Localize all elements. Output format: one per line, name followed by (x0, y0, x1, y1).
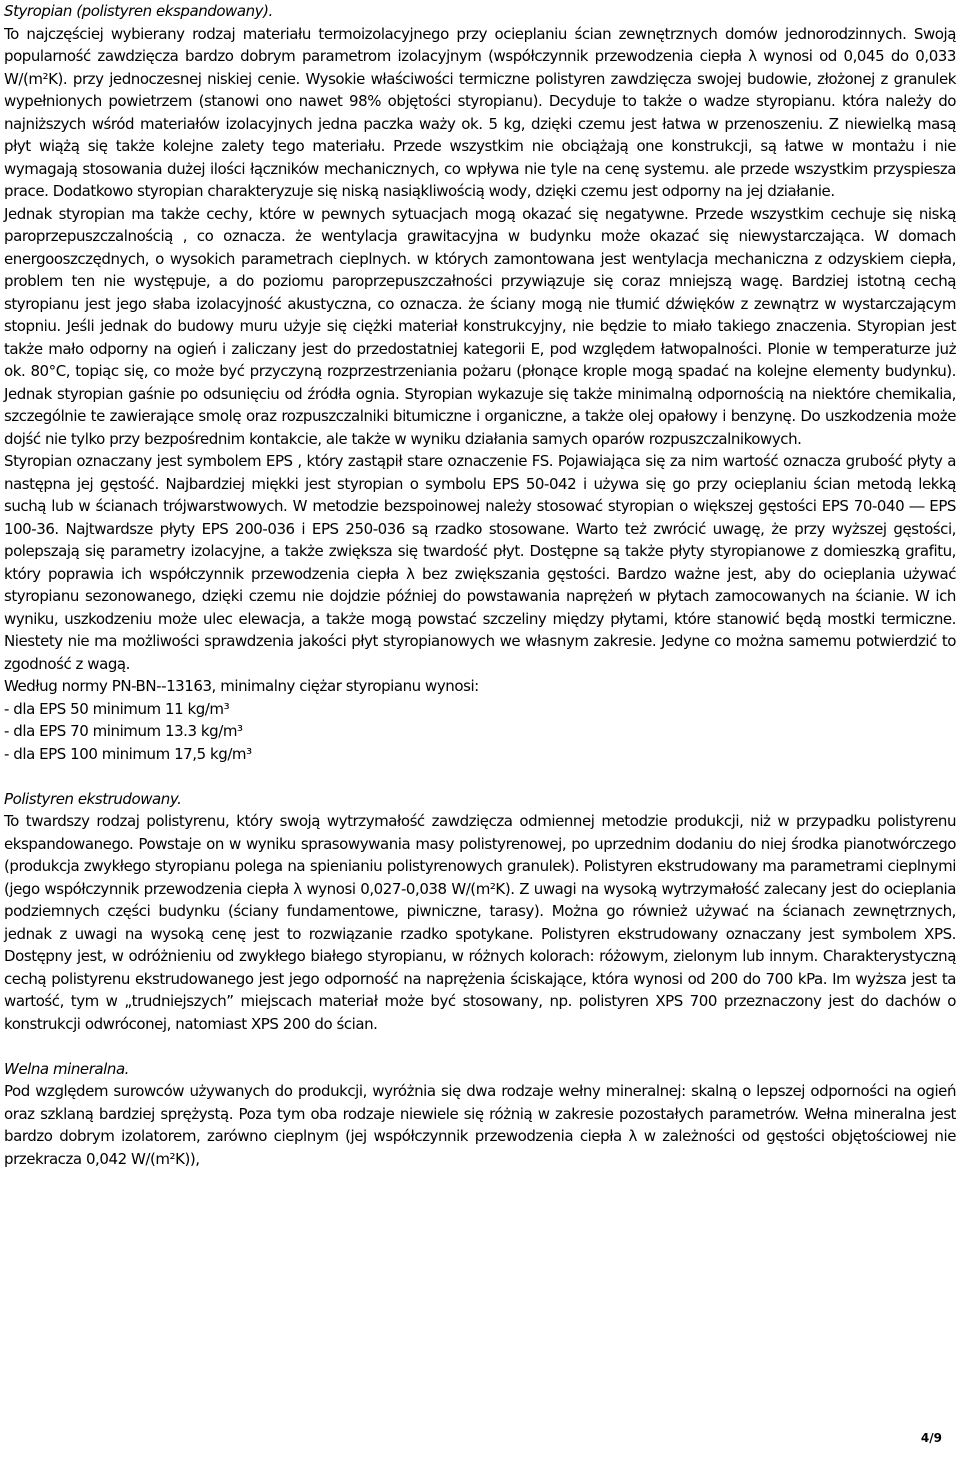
norm-intro: Według normy PN-BN--13163, minimalny ciężar styropianu wynosi: (4, 677, 479, 695)
paragraph: To twardszy rodzaj polistyrenu, który swoją wytrzymałość zawdzięcza odmiennej metodzie produkcji, niż w przypadku polistyrenu ekspandowanego. Powstaje on w wyniku sprasowywania masy polistyrenowej, po uprzednim dodaniu do niej środka pianotwórczego (produkcja zwykłego styropianu polega na spienianiu polistyrenowych granulek). Polistyren ekstrudowany ma parametrami cieplnymi (jego współczynnik przewodzenia ciepła λ wynosi 0,027-0,038 W/(m²K). Z uwagi na wysoką wytrzymałość zalecany jest do ocieplania podziemnych części budynku (ściany fundamentowe, piwniczne, tarasy). Można go również używać na ścianach zewnętrznych, jednak z uwagi na wysoką cenę jest to rozwiązanie rzadko spotykane. Polistyren ekstrudowany oznaczany jest symbolem XPS. Dostępny jest, w odróżnieniu od zwykłego białego styropianu, w różnych kolorach: różowym, zielonym lub innym. Charakterystyczną cechą polistyrenu ekstrudowanego jest jego odporność na naprężenia ściskające, która wynosi od 200 do 700 kPa. Im wyższa jest ta wartość, tym w „trudniejszych” miejscach materiał może być stosowany, np. polistyren XPS 700 przeznaczony jest do dachów o konstrukcji odwróconej, natomiast XPS 200 do ścian. (4, 812, 956, 1033)
norm-item: - dla EPS 70 minimum 13.3 kg/m³ (4, 722, 243, 740)
section-heading: Polistyren ekstrudowany. (4, 789, 182, 808)
section-polistyren-ekstrudowany (4, 788, 956, 1036)
paragraph: To najczęściej wybierany rodzaj materiału termoizolacyjnego przy ocieplaniu ścian zewnętrznych domów jednorodzinnych. Swoją popularność zawdzięcza bardzo dobrym parametrom izolacyjnym (współczynnik przewodzenia ciepła λ wynosi od 0,045 do 0,033 W/(m²K). przy jednoczesnej niskiej cenie. Wysokie właściwości termiczne polistyren zawdzięcza swojej budowie, złożonej z granulek wypełnionych powietrzem (stanowi ono nawet 98% objętości styropianu). Decyduje to także o wadze styropianu. która należy do najniższych wśród materiałów izolacyjnych jedna paczka waży ok. 5 kg, dzięki czemu jest łatwa w przenoszeniu. Z niewielką masą płyt wiążą się także kolejne zalety tego materiału. Przede wszystkim nie obciążają one konstrukcji, są łatwe w montażu i nie wymagają stosowania dużej ilości łączników mechanicznych, co wpływa nie tyle na cenę systemu. ale przede wszystkim przyspiesza prace. Dodatkowo styropian charakteryzuje się niską nasiąkliwością wody, dzięki czemu jest odporny na jej działanie. (4, 24, 956, 200)
paragraph: Jednak styropian ma także cechy, które w pewnych sytuacjach mogą okazać się negatywne. Przede wszystkim cechuje się niską paroprzepuszczalnością , co oznacza. że wentylacja grawitacyjna w budynku może okazać się niewystarczająca. W domach energooszczędnych, o wysokich parametrach cieplnych. w których zamontowana jest wentylacja mechaniczna z odzyskiem ciepła, problem ten nie występuje, a do poziomu paroprzepuszczałności przywiązuje się coraz mniejszą wagę. Bardziej istotną cechą styropianu jest jego słaba izolacyjność akustyczna, co oznacza. że ściany mogą nie tłumić dźwięków z zewnątrz w wystarczającym stopniu. Jeśli jednak do budowy muru użyje się ciężki materiał konstrukcyjny, nie będzie to miało takiego znaczenia. Styropian jest także mało odporny na ogień i zaliczany jest do przedostatniej kategorii E, pod względem łatwopalności. Plonie w temperaturze już ok. 80°C, topiąc się, co może być przyczyną rozprzestrzeniania pożaru (płonące krople mogą spadać na kolejne elementy budynku). Jednak styropian gaśnie po odsunięciu od źródła ognia. Styropian wykazuje się także minimalną odpornością na niektóre chemikalia, szczególnie te zawierające smolę oraz rozpuszczalniki bitumiczne i organiczne, a także olej opałowy i benzynę. Do uszkodzenia może dojść nie tylko przy bezpośrednim kontakcie, ale także w wyniku działania samych oparów rozpuszczalnikowych. (4, 204, 956, 448)
section-gap (4, 765, 956, 788)
document-page (4, 0, 956, 1170)
section-heading: Welna mineralna. (4, 1059, 130, 1078)
section-gap (4, 1035, 956, 1058)
page-number: 4/9 (920, 1431, 942, 1445)
section-heading: Styropian (polistyren ekspandowany). (4, 2, 273, 20)
norm-item: - dla EPS 100 minimum 17,5 kg/m³ (4, 744, 252, 763)
section-welna-mineralna (4, 1058, 956, 1171)
paragraph: Styropian oznaczany jest symbolem EPS , który zastąpił stare oznaczenie FS. Pojawiająca się za nim wartość oznacza grubość płyty a następna jej gęstość. Najbardziej miękki jest styropian o symbolu EPS 50-042 i używa się go przy ocieplaniu ścian metodą lekką suchą lub w ścianach trójwarstwowych. W metodzie bezspoinowej należy stosować styropian o większej gęstości EPS 70-040 ― EPS 100-36. Najtwardsze płyty EPS 200-036 i EPS 250-036 są rzadko stosowane. Warto też zwrócić uwagę, że przy wyższej gęstości, polepszają się parametry izolacyjne, a także zwiększa się twardość płyt. Dostępne są także płyty styropianowe z domieszką grafitu, który poprawia ich współczynnik przewodzenia ciepła λ bez zwiększania gęstości. Bardzo ważne jest, aby do ocieplania używać styropianu sezonowanego, dzięki czemu nie dojdzie później do powstawania naprężeń w płytach zamocowanych na ścianie. W ich wyniku, uszkodzeniu może ulec elewacja, a także mogą powstać szczeliny między płytami, które stanowić będą mostki termiczne. Niestety nie ma możliwości sprawdzenia jakości płyt styropianowych we własnym zakresie. Jedyne co można samemu potwierdzić to zgodność z wagą. (4, 452, 956, 673)
section-styropian (4, 0, 956, 765)
paragraph: Pod względem surowców używanych do produkcji, wyróżnia się dwa rodzaje wełny mineralnej: skalną o lepszej odporności na ogień oraz szklaną bardziej sprężystą. Poza tym oba rodzaje niewiele się różnią w zakresie pozostałych parametrów. Wełna mineralna jest bardzo dobrym izolatorem, zarówno cieplnym (jej współczynnik przewodzenia ciepła λ w zależności od gęstości objętościowej nie przekracza 0,042 W/(m²K)), (4, 1082, 956, 1168)
norm-item: - dla EPS 50 minimum 11 kg/m³ (4, 699, 230, 718)
